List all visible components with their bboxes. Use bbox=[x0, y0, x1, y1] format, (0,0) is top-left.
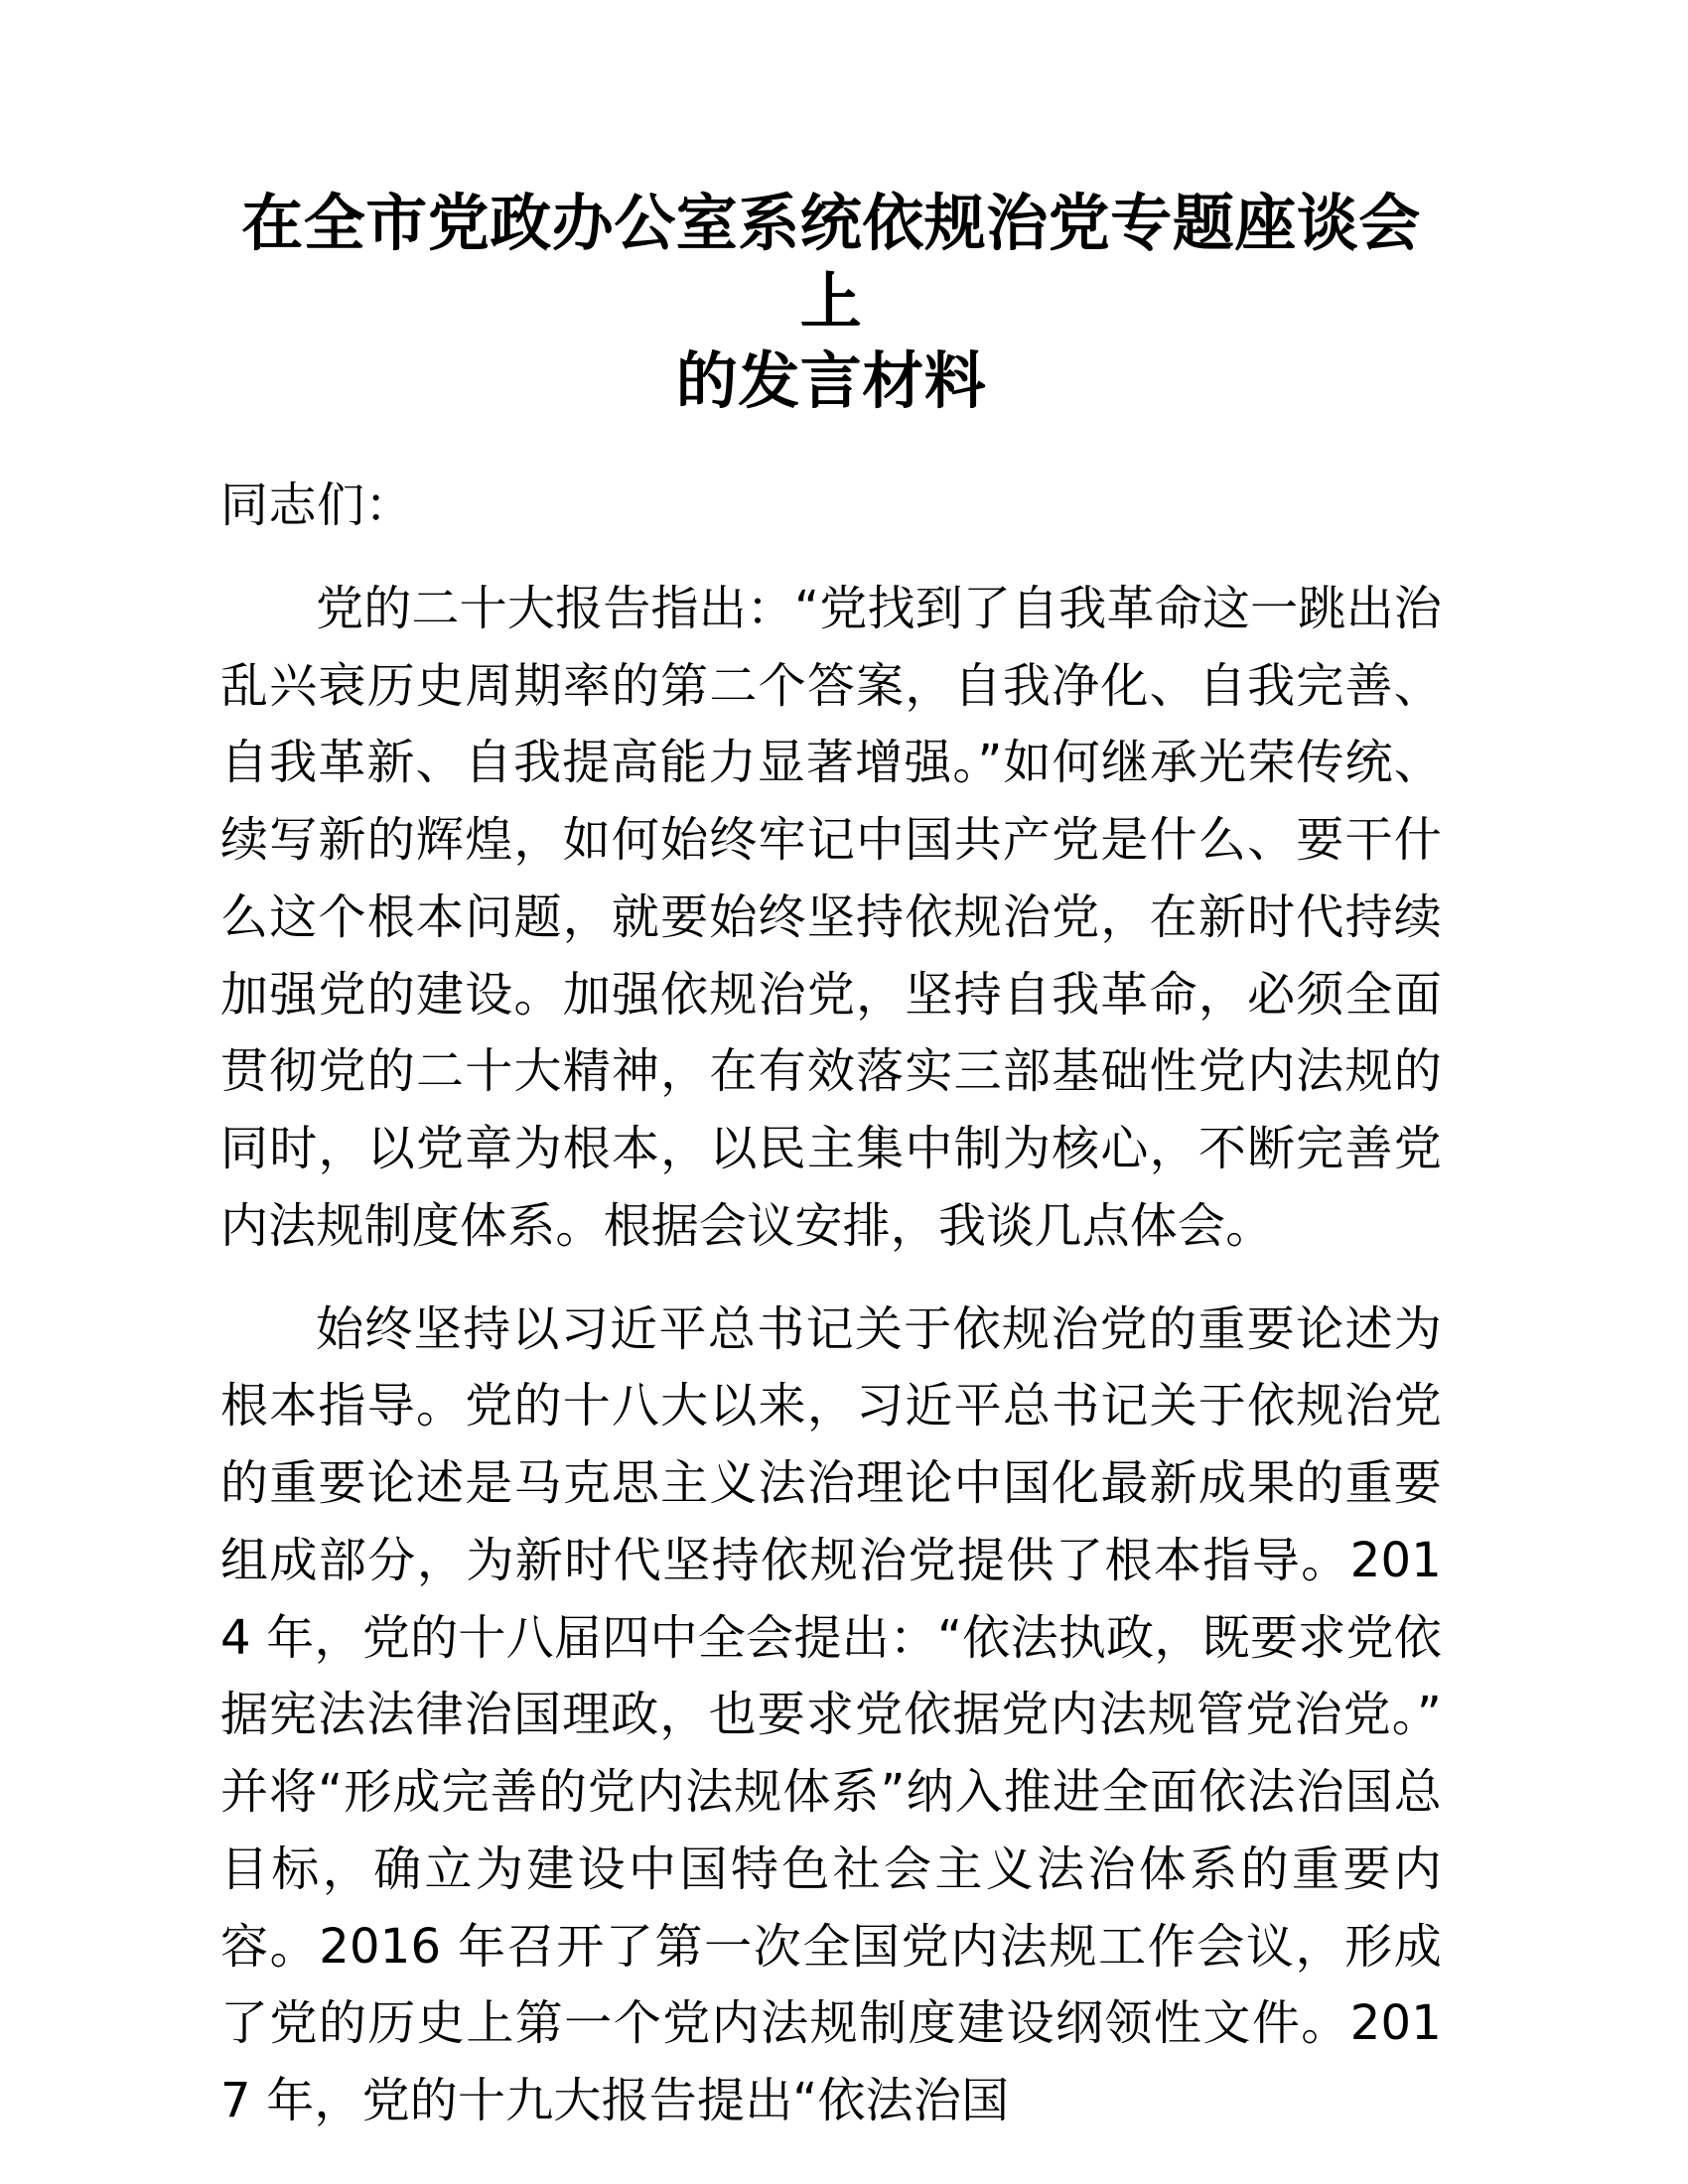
document-title bbox=[220, 0, 1442, 420]
body-paragraph-2: 始终坚持以习近平总书记关于依规治党的重要论述为根本指导。党的十八大以来，习近平总书记关于依规治党的重要论述是马克思主义法治理论中国化最新成果的重要组成部分，为新时代坚持依规治党提供了根本指导。2014 年，党的十八届四中全会提出：“依法执政，既要求党依据宪法法律治国理政，也要求党依据党内法规管党治党。”并将“形成完善的党内法规体系”纳入推进全面依法治国总目标，确立为建设中国特色社会主义法治体系的重要内容。2016 年召开了第一次全国党内法规工作会议，形成了党的历史上第一个党内法规制度建设纲领性文件。2017 年，党的十九大报告提出“依法治国 bbox=[220, 1300, 1442, 2129]
document-title-line-1: 在全市党政办公室系统依规治党专题座谈会上 bbox=[241, 187, 1421, 339]
document-title-line-2: 的发言材料 bbox=[675, 343, 987, 417]
body-paragraph-1: 党的二十大报告指出：“党找到了自我革命这一跳出治乱兴衰历史周期率的第二个答案，自我净化、自我完善、自我革新、自我提高能力显著增强。”如何继承光荣传统、续写新的辉煌，如何始终牢记中国共产党是什么、要干什么这个根本问题，就要始终坚持依规治党，在新时代持续加强党的建设。加强依规治党，坚持自我革命，必须全面贯彻党的二十大精神，在有效落实三部基础性党内法规的同时，以党章为根本，以民主集中制为核心，不断完善党内法规制度体系。根据会议安排，我谈几点体会。 bbox=[220, 580, 1442, 1254]
document-content bbox=[220, 0, 1442, 2140]
salutation: 同志们： bbox=[220, 478, 414, 534]
